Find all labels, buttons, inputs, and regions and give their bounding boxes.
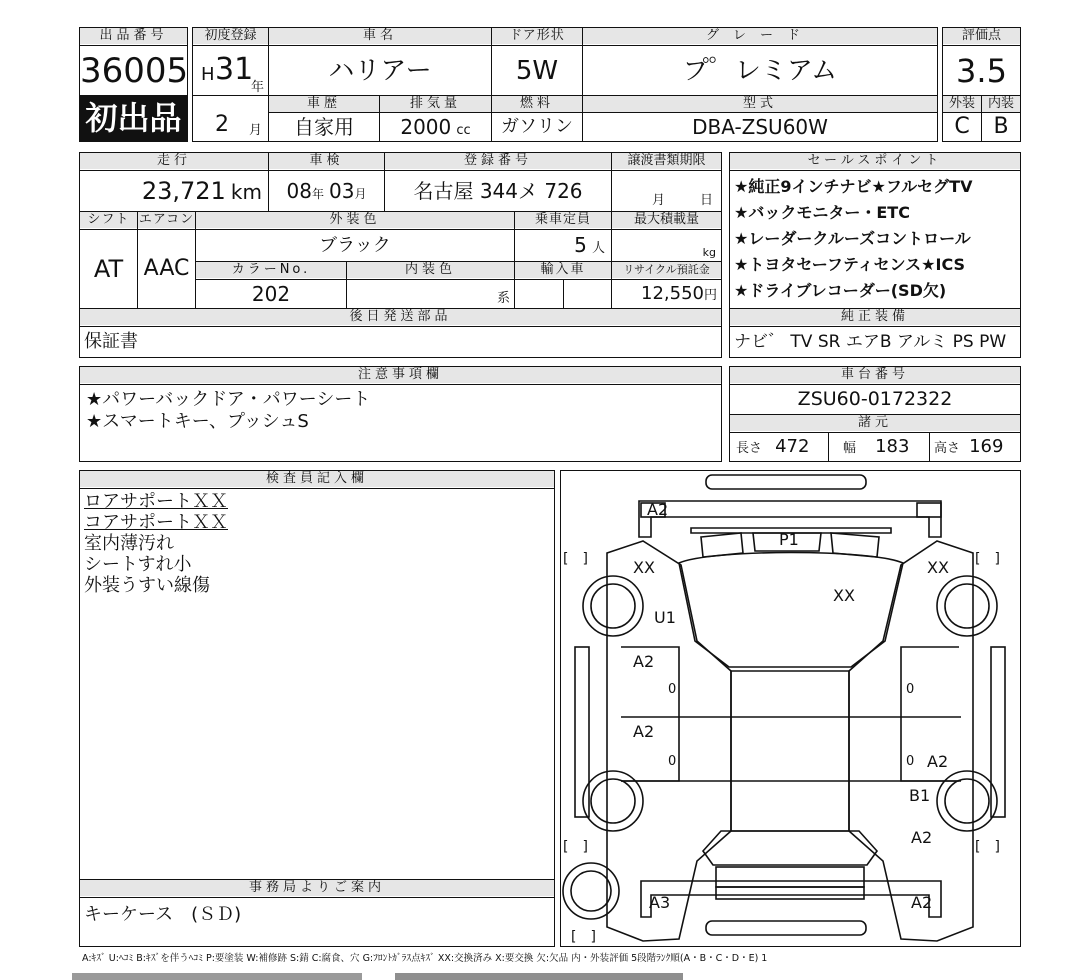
colorno-header: カラーNo. <box>195 261 347 280</box>
history: 自家用 <box>268 112 380 142</box>
int-grade-header: 内装 <box>981 95 1021 113</box>
width-label: 幅 <box>843 441 857 456</box>
plate-header: 登録番号 <box>384 152 612 171</box>
damage-mark: A2 <box>911 893 933 912</box>
reg-era: H <box>201 64 215 85</box>
door-header: ドア形状 <box>491 27 583 46</box>
damage-mark: A2 <box>927 752 949 771</box>
chassis-header: 車台番号 <box>729 366 1021 385</box>
score-header: 評価点 <box>942 27 1021 46</box>
reg-year: 31 <box>215 52 254 87</box>
recycle-header: リサイクル預託金 <box>611 261 722 280</box>
bottom-photo-strip-right <box>395 973 683 980</box>
length: 472 <box>775 436 810 457</box>
damage-mark: B1 <box>909 786 931 805</box>
reg-year-unit: 年 <box>250 80 264 95</box>
displacement-cell <box>379 112 492 142</box>
damage-mark: A2 <box>911 828 933 847</box>
sales-point: ★ドライブレコーダー(SD欠) <box>734 281 947 300</box>
intcolor-header: 内装色 <box>346 261 515 280</box>
length-cell <box>729 432 829 462</box>
damage-mark: A2 <box>633 652 655 671</box>
bottom-photo-strip-left <box>72 973 362 980</box>
damage-mark: 0 <box>906 754 915 769</box>
inspector-header: 検査員記入欄 <box>79 470 555 489</box>
model-header: 型式 <box>582 95 938 113</box>
reg-month: 2 <box>215 112 229 137</box>
load-header: 最大積載量 <box>611 211 722 230</box>
spec-header: 諸元 <box>729 414 1021 433</box>
inspector-line: ロアサポートＸＸ <box>84 491 228 512</box>
car-diagram <box>560 470 1021 947</box>
note-line: ★パワーバックドア・パワーシート <box>86 389 371 410</box>
sales-points <box>729 170 1021 309</box>
color-number: 202 <box>195 279 347 309</box>
first-listing-badge: 初出品 <box>79 95 188 142</box>
damage-mark: XX <box>927 558 949 577</box>
load-unit: kg <box>702 246 716 259</box>
inspector-line: 外装うすい線傷 <box>84 575 210 596</box>
lot-header: 出品番号 <box>79 27 188 46</box>
damage-mark: 0 <box>906 682 915 697</box>
sales-point: ★トヨタセーフティセンス★ICS <box>734 255 966 274</box>
reg-header: 初度登録 <box>192 27 269 46</box>
recycle-fee: 12,550 <box>641 283 704 304</box>
width-cell <box>828 432 930 462</box>
grade-header: グレード <box>582 27 938 46</box>
transfer-day: 日 <box>699 193 713 208</box>
load-cell <box>611 229 722 262</box>
damage-mark: P1 <box>779 530 799 549</box>
import-cell-b <box>563 279 612 309</box>
damage-mark: 0 <box>668 754 677 769</box>
chassis-number: ZSU60-0172322 <box>729 384 1021 415</box>
fuel-header: 燃料 <box>491 95 583 113</box>
inspection-month-unit: 月 <box>354 187 367 201</box>
height: 169 <box>969 436 1004 457</box>
inspection-header: 車検 <box>268 152 385 171</box>
office-header: 事務局よりご案内 <box>79 879 555 898</box>
damage-mark: A2 <box>633 722 655 741</box>
inspection-cell <box>268 170 385 212</box>
bracket-mark: [ ] <box>571 929 596 945</box>
length-label: 長さ <box>736 441 763 456</box>
capacity-cell <box>514 229 612 262</box>
mileage-unit: km <box>230 180 262 204</box>
ac-header: エアコン <box>137 211 196 230</box>
displacement-unit: cc <box>456 123 471 138</box>
capacity-header: 乗車定員 <box>514 211 612 230</box>
plate-number: 名古屋 344メ 726 <box>384 170 612 212</box>
model-code: DBA-ZSU60W <box>582 112 938 142</box>
bracket-mark: [ ] <box>975 839 1000 855</box>
bracket-mark: [ ] <box>563 551 588 567</box>
damage-mark: A3 <box>649 893 671 912</box>
fuel: ガソリン <box>491 112 583 142</box>
grade: プ゜レミアム <box>582 45 938 96</box>
lot-number: 36005 <box>79 45 188 96</box>
intcolor-cell <box>346 279 515 309</box>
door-type: 5W <box>491 45 583 96</box>
damage-mark: XX <box>833 586 855 605</box>
score: 3.5 <box>942 45 1021 96</box>
sales-points-header: セールスポイント <box>729 152 1021 171</box>
capacity: 5 <box>574 233 587 257</box>
inspector-line: コアサポートＸＸ <box>84 512 228 533</box>
damage-mark: A2 <box>647 500 669 519</box>
legend: A:ｷｽﾞ U:ﾍｺﾐ B:ｷｽﾞを伴うﾍｺﾐ P:要塗装 W:補修跡 S:錆 C:腐食、穴 G:ﾌﾛﾝﾄｶﾞﾗｽ点ｷｽﾞ XX:交換済み X:要交換 欠:欠品 内・外装評価 5段階ﾗﾝｸ順(A・B・C・D・E) 1 <box>82 953 768 964</box>
inspection-month: 03 <box>329 179 355 203</box>
bracket-mark: [ ] <box>563 839 588 855</box>
damage-mark: U1 <box>654 608 676 627</box>
car-name: ハリアー <box>268 45 492 96</box>
aircon: AAC <box>137 229 196 309</box>
office-note: キーケース (ＳＤ) <box>79 897 555 947</box>
inspection-year-unit: 年 <box>311 187 324 201</box>
later-parts: 保証書 <box>79 326 722 358</box>
intcolor-unit: 系 <box>496 291 510 306</box>
mileage-cell <box>79 170 269 212</box>
history-header: 車歴 <box>268 95 380 113</box>
damage-mark: XX <box>633 558 655 577</box>
car-diagram-svg <box>561 471 1019 945</box>
inspector-line: 室内薄汚れ <box>84 533 174 554</box>
reg-month-unit: 月 <box>248 123 262 138</box>
shift: AT <box>79 229 138 309</box>
later-parts-header: 後日発送部品 <box>79 308 722 327</box>
ext-grade-header: 外装 <box>942 95 982 113</box>
transfer-header: 譲渡書類期限 <box>611 152 722 171</box>
transfer-month: 月 <box>652 193 666 208</box>
sales-point: ★レーダークルーズコントロール <box>734 229 971 248</box>
import-header: 輸入車 <box>514 261 612 280</box>
width: 183 <box>875 436 910 457</box>
color-header: 外装色 <box>195 211 515 230</box>
recycle-cell <box>611 279 722 309</box>
reg-year-cell <box>192 45 269 96</box>
displacement: 2000 <box>400 115 452 139</box>
shift-header: シフト <box>79 211 138 230</box>
mileage: 23,721 <box>141 177 226 205</box>
notes <box>79 384 722 462</box>
bracket-mark: [ ] <box>975 551 1000 567</box>
exterior-color: ブラック <box>195 229 515 262</box>
notes-header: 注意事項欄 <box>79 366 722 385</box>
int-grade: B <box>981 112 1021 142</box>
reg-month-cell <box>192 95 269 142</box>
note-line: ★スマートキー、プッシュS <box>86 411 309 432</box>
capacity-unit: 人 <box>591 241 605 256</box>
equipment-header: 純正装備 <box>729 308 1021 327</box>
recycle-unit: 円 <box>703 288 717 303</box>
sales-point: ★バックモニター・ETC <box>734 203 910 222</box>
equipment: ナビ゛ TV SR エアB アルミ PS PW <box>729 326 1021 358</box>
inspector-line: シートすれ小 <box>84 554 192 575</box>
damage-mark: 0 <box>668 682 677 697</box>
ext-grade: C <box>942 112 982 142</box>
mileage-header: 走行 <box>79 152 269 171</box>
inspection-year: 08 <box>286 179 312 203</box>
height-cell <box>929 432 1021 462</box>
car-name-header: 車名 <box>268 27 492 46</box>
disp-header: 排気量 <box>379 95 492 113</box>
sales-point: ★純正9インチナビ★フルセグTV <box>734 177 973 196</box>
height-label: 高さ <box>934 441 961 456</box>
transfer-cell <box>611 170 722 212</box>
inspector-notes <box>79 488 555 880</box>
import-cell-a <box>514 279 564 309</box>
